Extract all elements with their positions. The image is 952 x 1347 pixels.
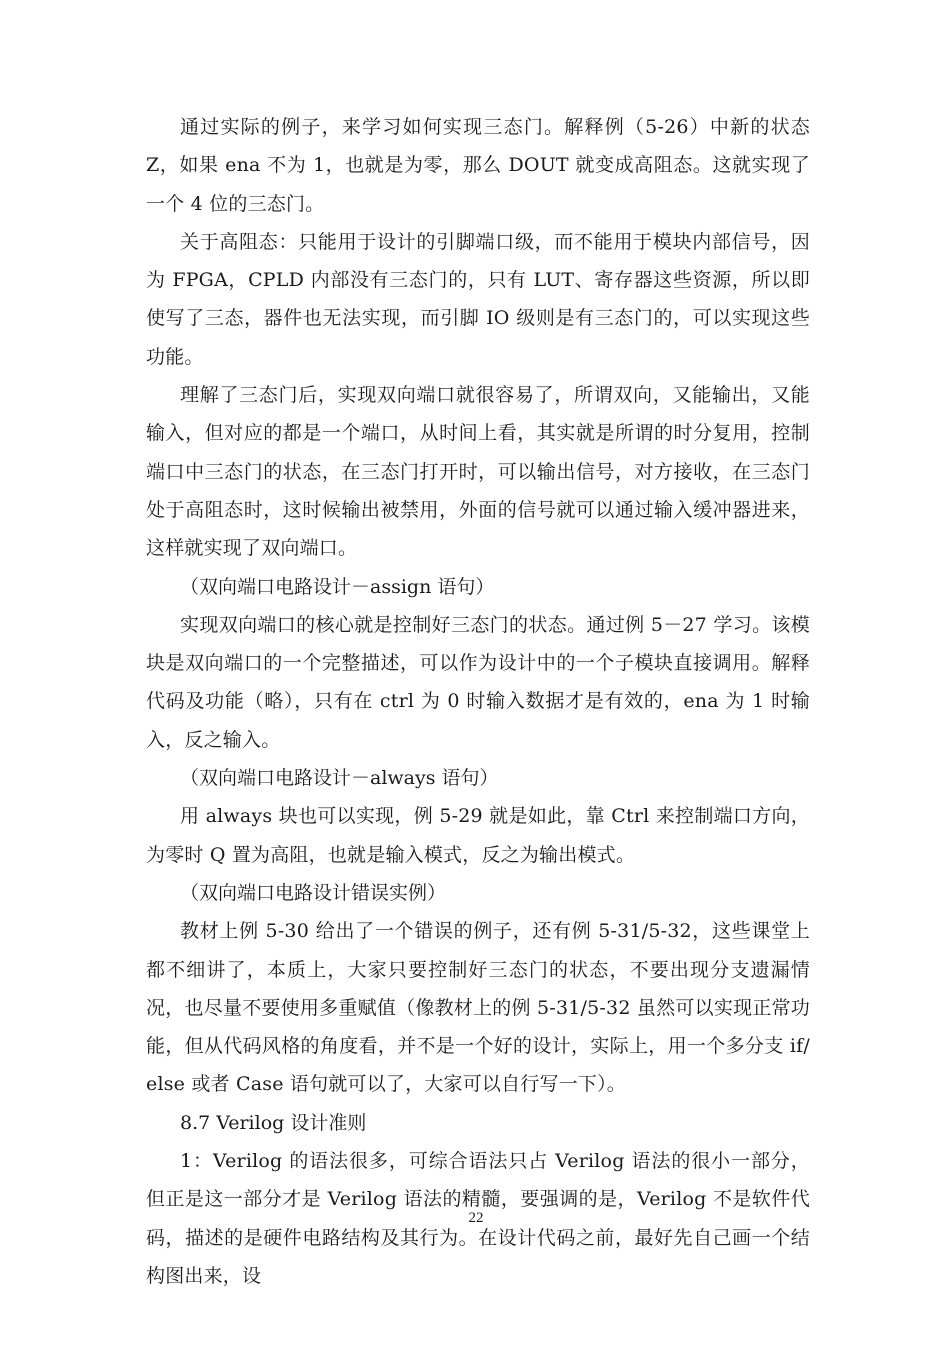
paragraph-error-example: 教材上例 5-30 给出了一个错误的例子，还有例 5-31/5-32，这些课堂上都不细讲了，本质上，大家只要控制好三态门的状态，不要出现分支遗漏情况，也尽量不要使用多重赋值（像教材上的例 5-31/5-32 虽然可以实现正常功能，但从代码风格的角度看，并不是一个好的设计，实际上，用一个多分支 if/else 或者 Case 语句就可以了，大家可以自行写一下）。 (146, 920, 810, 1096)
page-number: 22 (468, 1210, 484, 1226)
paragraph-high-impedance: 关于高阻态：只能用于设计的引脚端口级，而不能用于模块内部信号，因为 FPGA，CPLD 内部没有三态门的，只有 LUT、寄存器这些资源，所以即使写了三态，器件也无法实现，而引脚 IO 级则是有三态门的，可以实现这些功能。 (146, 230, 810, 368)
paragraph-tristate-example: 通过实际的例子，来学习如何实现三态门。解释例（5-26）中新的状态 Z，如果 ena 不为 1，也就是为零，那么 DOUT 就变成高阻态。这就实现了一个 4 位的三态门。 (146, 116, 810, 215)
paragraph-bidirectional-port: 理解了三态门后，实现双向端口就很容易了，所谓双向，又能输出，又能输入，但对应的都是一个端口，从时间上看，其实就是所谓的时分复用，控制端口中三态门的状态，在三态门打开时，可以输出信号，对方接收，在三态门处于高阻态时，这时候输出被禁用，外面的信号就可以通过输入缓冲器进来，这样就实现了双向端口。 (146, 384, 810, 560)
paragraph-always-design: 用 always 块也可以实现，例 5-29 就是如此，靠 Ctrl 来控制端口方向，为零时 Q 置为高阻，也就是输入模式，反之为输出模式。 (146, 805, 810, 866)
section-heading-always: （双向端口电路设计－always 语句） (180, 767, 499, 790)
document-body (146, 108, 810, 1295)
section-heading-error-example: （双向端口电路设计错误实例） (180, 881, 447, 904)
section-heading-assign: （双向端口电路设计－assign 语句） (180, 575, 495, 598)
section-heading-design-guidelines: 8.7 Verilog 设计准则 (180, 1111, 367, 1134)
paragraph-guideline-1: 1：Verilog 的语法很多，可综合语法只占 Verilog 语法的很小一部分，但正是这一部分才是 Verilog 语法的精髓，要强调的是，Verilog 不是软件代码，描述的是硬件电路结构及其行为。在设计代码之前，最好先自己画一个结构图出来，设 (146, 1150, 810, 1287)
paragraph-assign-design: 实现双向端口的核心就是控制好三态门的状态。通过例 5－27 学习。该模块是双向端口的一个完整描述，可以作为设计中的一个子模块直接调用。解释代码及功能（略），只有在 ctrl 为 0 时输入数据才是有效的，ena 为 1 时输入，反之输入。 (146, 613, 810, 751)
